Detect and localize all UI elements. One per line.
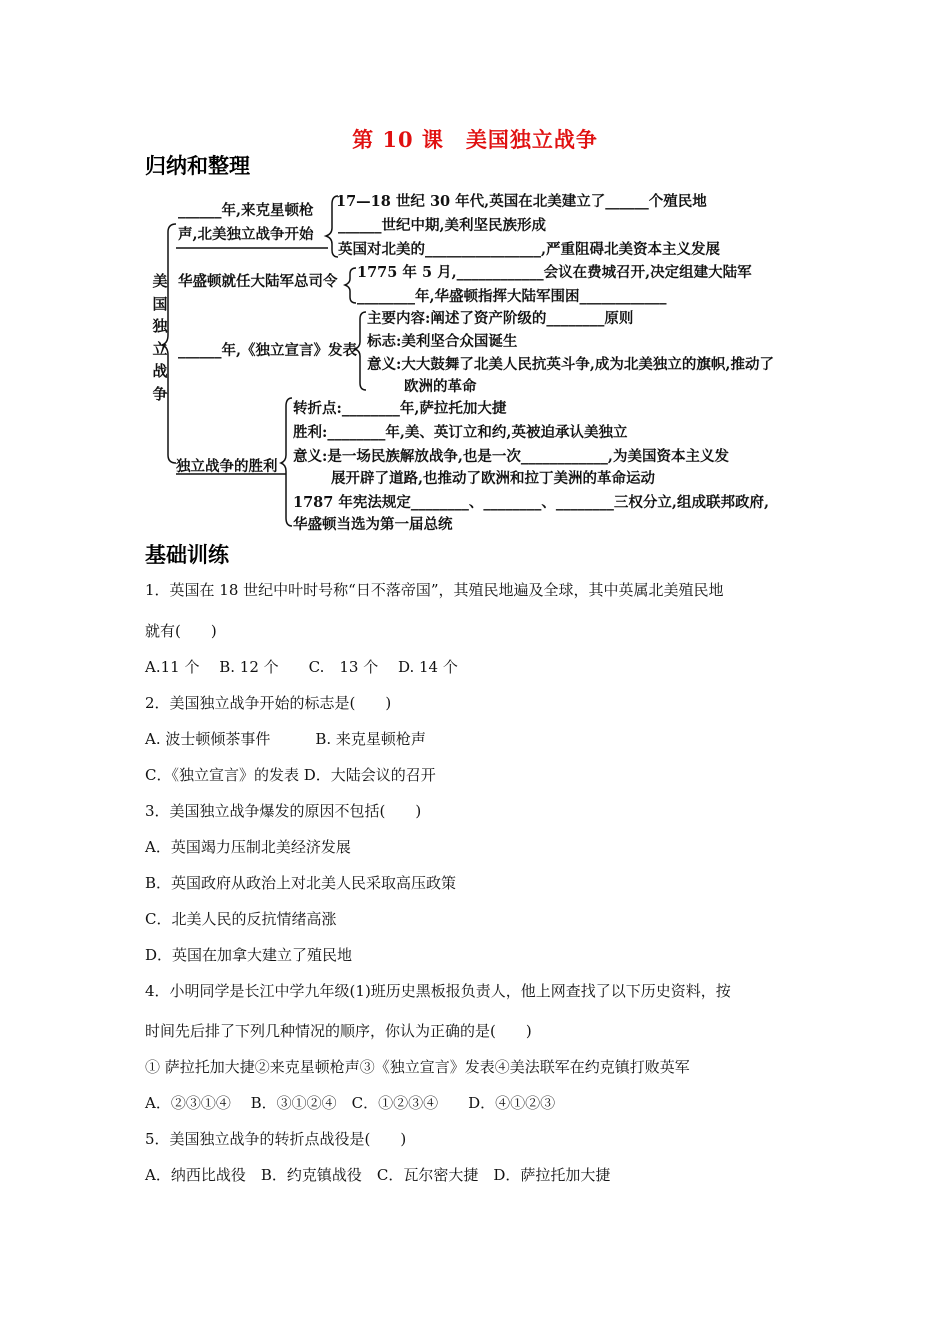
question-line: 1．英国在 18 世纪中叶时号称“日不落帝国”，其殖民地遍及全球，其中英属北美殖民地 — [145, 581, 724, 599]
branch4-item4-line1: 1787 年宪法规定________、________、________三权分立,组成联邦政府, — [293, 494, 769, 511]
root-char: 立 — [152, 339, 168, 358]
root-char: 国 — [152, 294, 168, 313]
question-line: 3．美国独立战争爆发的原因不包括( ) — [145, 802, 422, 820]
question-line: 4．小明同学是长江中学九年级(1)班历史黑板报负责人，他上网查找了以下历史资料，按 — [145, 982, 731, 1000]
section-heading-practice: 基础训练 — [145, 542, 229, 567]
branch2-label: 华盛顿就任大陆军总司令 — [178, 273, 338, 290]
branch4-item4-line2: 华盛顿当选为第一届总统 — [293, 516, 453, 533]
root-char: 争 — [152, 384, 168, 403]
root-char: 独 — [152, 317, 168, 335]
question-line: 就有( ) — [145, 622, 217, 640]
branch1-item3: 英国对北美的________________,严重阻碍北美资本主义发展 — [338, 241, 721, 258]
branch1-item1: 17—18 世纪 30 年代,英国在北美建立了______个殖民地 — [336, 193, 707, 210]
branch3-item3-line1: 意义:大大鼓舞了北美人民抗英斗争,成为北美独立的旗帜,推动了 — [367, 356, 774, 373]
branch4-item1: 转折点:________年,萨拉托加大捷 — [293, 400, 507, 417]
option-line: A.11 个 B. 12 个 C. 13 个 D. 14 个 — [145, 658, 458, 676]
root-char: 美 — [152, 272, 168, 290]
question-line: ① 萨拉托加大捷②来克星顿枪声③《独立宣言》发表④美法联军在约克镇打败英军 — [145, 1058, 690, 1076]
branch3-item2: 标志:美利坚合众国诞生 — [367, 333, 518, 350]
branch1-label-line1: ______年,来克星顿枪 — [178, 202, 314, 219]
option-line: C．《独立宣言》的发表 D．大陆会议的召开 — [145, 766, 436, 784]
lesson-title: 第 10 课 美国独立战争 — [352, 127, 598, 152]
branch1-item2: ______世纪中期,美利坚民族形成 — [338, 217, 547, 234]
branch3-item1: 主要内容:阐述了资产阶级的________原则 — [367, 310, 634, 327]
option-line: A．②③①④ B．③①②④ C．①②③④ D．④①②③ — [145, 1094, 556, 1112]
branch3-item3-line2: 欧洲的革命 — [404, 378, 477, 395]
diagram-root-label — [151, 270, 169, 405]
knowledge-diagram — [0, 0, 950, 540]
option-line: A．英国竭力压制北美经济发展 — [145, 838, 351, 856]
question-line: 5．美国独立战争的转折点战役是( ) — [145, 1130, 407, 1148]
option-line: D．英国在加拿大建立了殖民地 — [145, 946, 353, 964]
branch3-label: ______年,《独立宣言》发表 — [178, 342, 358, 359]
branch1-label-line2: 声,北美独立战争开始 — [178, 226, 314, 243]
branch2-item1: 1775 年 5 月,____________会议在费城召开,决定组建大陆军 — [357, 264, 752, 281]
question-line: 2．美国独立战争开始的标志是( ) — [145, 694, 392, 712]
branch4-item3-line1: 意义:是一场民族解放战争,也是一次____________,为美国资本主义发 — [293, 448, 729, 465]
section-heading-summary: 归纳和整理 — [145, 153, 250, 178]
option-line: C．北美人民的反抗情绪高涨 — [145, 910, 337, 928]
option-line: B．英国政府从政治上对北美人民采取高压政策 — [145, 874, 457, 892]
branch4-item3-line2: 展开辟了道路,也推动了欧洲和拉丁美洲的革命运动 — [331, 470, 656, 487]
branch2-item2: ________年,华盛顿指挥大陆军围困____________ — [357, 288, 667, 305]
option-line: A. 波士顿倾茶事件 B. 来克星顿枪声 — [145, 730, 426, 748]
root-char: 战 — [152, 362, 168, 380]
option-line: A．纳西比战役 B．约克镇战役 C．瓦尔密大捷 D．萨拉托加大捷 — [145, 1166, 611, 1184]
branch4-label: 独立战争的胜利 — [176, 458, 278, 475]
branch4-item2: 胜利:________年,美、英订立和约,英被迫承认美独立 — [293, 424, 628, 441]
question-line: 时间先后排了下列几种情况的顺序，你认为正确的是( ) — [145, 1022, 532, 1040]
